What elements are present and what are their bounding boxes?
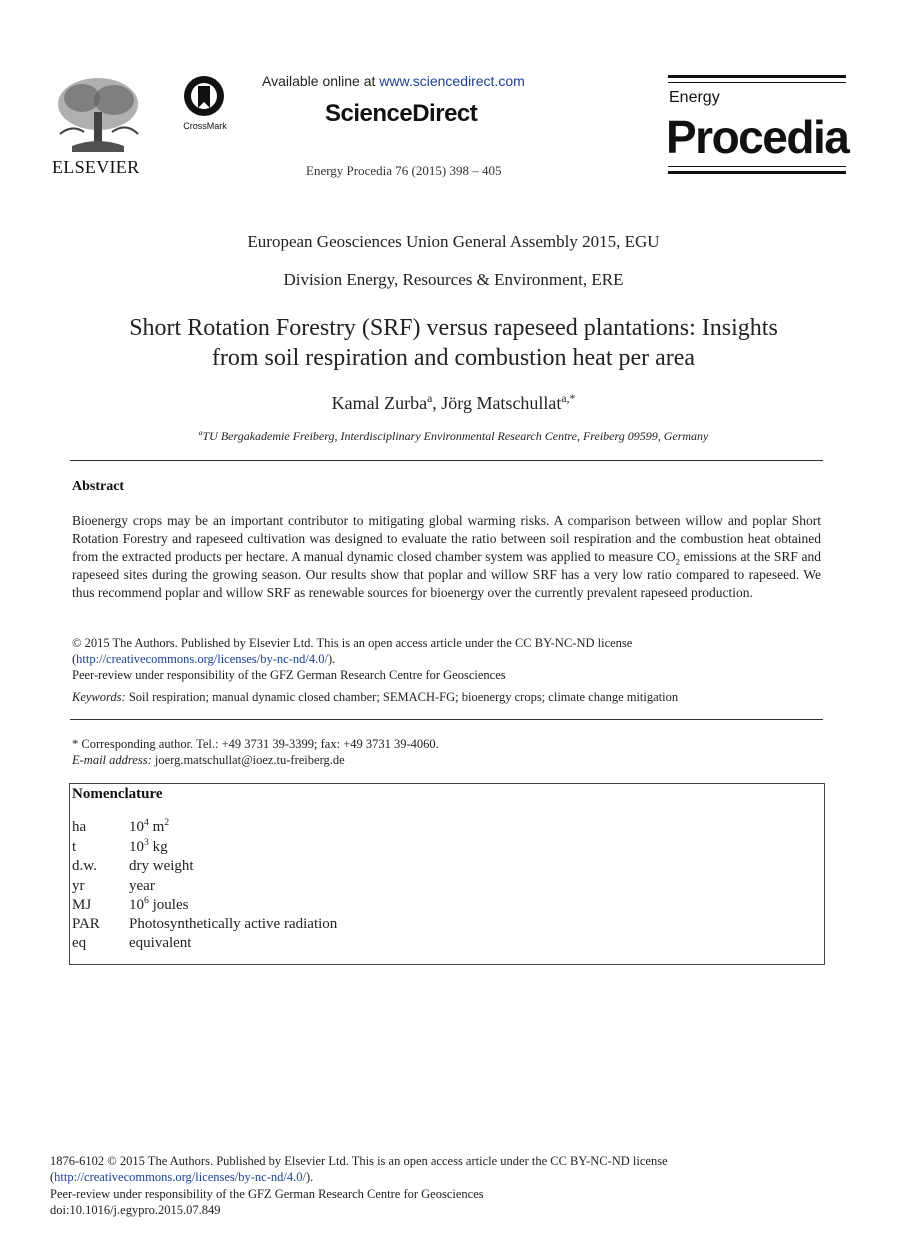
abstract-text-part-1: Bioenergy crops may be an important contributor to mitigating global warming risks. A comparison between willow and poplar Short Rotation Forestry and rapeseed cultivation was designed to evaluate the ratio between soil respiration and the combustion heat obtained from the extracted products per hectare. A manual dynamic closed chamber system was applied to measure CO xyxy=(72,513,821,564)
author-separator: , xyxy=(432,393,442,413)
license-line-1: © 2015 The Authors. Published by Elsevier Ltd. This is an open access article under the CC BY-NC-ND license xyxy=(72,636,633,650)
license-paren-close: ). xyxy=(327,652,336,666)
footer-issn-line: 1876-6102 © 2015 The Authors. Published by Elsevier Ltd. This is an open access article under the CC BY-NC-ND license xyxy=(50,1154,668,1168)
def-rest: m xyxy=(148,819,165,835)
def-base: 10 xyxy=(129,897,144,913)
nomenclature-row xyxy=(72,915,672,934)
keywords-text: Soil respiration; manual dynamic closed chamber; SEMACH-FG; bioenergy crops; climate change mitigation xyxy=(125,690,679,704)
email-label: E-mail address: xyxy=(72,753,152,767)
affiliation xyxy=(0,429,907,444)
def-sup: 3 xyxy=(144,837,149,848)
peer-review-line: Peer-review under responsibility of the GFZ German Research Centre for Geosciences xyxy=(72,668,506,682)
abstract-bottom-rule xyxy=(70,719,823,720)
nomenclature-row xyxy=(72,838,672,857)
nomenclature-term: d.w. xyxy=(72,858,97,874)
elsevier-tree-logo-icon xyxy=(52,74,144,156)
footer-license-link[interactable]: http://creativecommons.org/licenses/by-nc-nd/4.0/ xyxy=(54,1170,306,1184)
def-rest: joules xyxy=(148,897,189,913)
nomenclature-definition: equivalent xyxy=(129,935,192,951)
license-line-2 xyxy=(72,651,335,667)
procedia-energy-label: Energy xyxy=(669,89,720,106)
nomenclature-definition xyxy=(129,818,169,837)
nomenclature-term: yr xyxy=(72,878,85,894)
author-2[interactable]: Jörg Matschullat xyxy=(441,393,562,413)
nomenclature-term: eq xyxy=(72,935,87,951)
procedia-logo: Procedia xyxy=(666,111,849,163)
procedia-rule-bottom-thin xyxy=(668,166,846,167)
procedia-rule-bottom xyxy=(668,171,846,174)
nomenclature-row xyxy=(72,934,672,953)
nomenclature-term: PAR xyxy=(72,916,100,932)
elsevier-wordmark: ELSEVIER xyxy=(52,157,140,177)
crossmark-icon[interactable] xyxy=(178,74,232,134)
nomenclature-definition: year xyxy=(129,878,155,894)
journal-citation: Energy Procedia 76 (2015) 398 – 405 xyxy=(306,163,502,178)
nomenclature-heading: Nomenclature xyxy=(72,786,163,802)
abstract-top-rule xyxy=(70,460,823,461)
affiliation-mark: a xyxy=(198,428,203,437)
abstract-text xyxy=(72,512,821,602)
footer-license-line xyxy=(50,1169,313,1185)
nomenclature-row xyxy=(72,877,672,896)
footer-peer-review: Peer-review under responsibility of the GFZ German Research Centre for Geosciences xyxy=(50,1187,484,1201)
keywords xyxy=(72,689,678,705)
nomenclature-row xyxy=(72,896,672,915)
nomenclature-row xyxy=(72,818,672,837)
conference-line-2: Division Energy, Resources & Environment, ERE xyxy=(283,270,624,289)
paper-title-line-1: Short Rotation Forestry (SRF) versus rapeseed plantations: Insights xyxy=(129,315,778,341)
def-rest: kg xyxy=(148,839,168,855)
conference-line-1: European Geosciences Union General Assembly 2015, EGU xyxy=(247,232,660,251)
def-base: 10 xyxy=(129,839,144,855)
paper-title-line-2: from soil respiration and combustion heat per area xyxy=(211,345,696,371)
crossmark-label: CrossMark xyxy=(183,121,227,131)
nomenclature-row xyxy=(72,857,672,876)
author-1-affil-mark: a xyxy=(427,392,433,405)
email-line xyxy=(72,752,345,768)
def-base: 10 xyxy=(129,819,144,835)
author-2-affil-mark: a,* xyxy=(561,392,576,405)
footer-doi[interactable]: doi:10.1016/j.egypro.2015.07.849 xyxy=(50,1203,221,1217)
license-paren-open: ( xyxy=(72,652,77,666)
paper-title xyxy=(0,313,907,373)
available-online-text xyxy=(262,73,552,89)
available-prefix: Available online at xyxy=(262,73,380,89)
nomenclature-definition: Photosynthetically active radiation xyxy=(129,916,338,932)
footer-paren-open: ( xyxy=(50,1170,55,1184)
nomenclature-definition: dry weight xyxy=(129,858,194,874)
nomenclature-definition xyxy=(129,838,168,857)
email-address[interactable]: joerg.matschullat@ioez.tu-freiberg.de xyxy=(151,753,345,767)
sciencedirect-logo: ScienceDirect xyxy=(325,100,478,127)
abstract-heading: Abstract xyxy=(72,479,125,494)
co2-subscript: 2 xyxy=(675,556,681,567)
def-sup: 6 xyxy=(144,895,149,906)
def-sup-2: 2 xyxy=(164,817,170,828)
license-link[interactable]: http://creativecommons.org/licenses/by-nc-nd/4.0/ xyxy=(76,652,328,666)
nomenclature-definition xyxy=(129,896,188,915)
author-list xyxy=(0,393,907,414)
abstract-text-part-2: emissions at the SRF and rapeseed sites during the growing season. Our results show that poplar and willow SRF has a very low ratio compared to rapeseed. We thus recommend poplar and willow SRF as renewable sources for bioenergy over the currently prevalent rapeseed production. xyxy=(72,549,821,600)
keywords-label: Keywords: xyxy=(72,690,126,704)
nomenclature-term: ha xyxy=(72,819,87,835)
procedia-rule-top-thin xyxy=(668,82,846,83)
corresponding-author: * Corresponding author. Tel.: +49 3731 39-3399; fax: +49 3731 39-4060. xyxy=(72,737,439,751)
nomenclature-term: t xyxy=(72,839,77,855)
footer-paren-close: ). xyxy=(305,1170,314,1184)
author-1[interactable]: Kamal Zurba xyxy=(331,393,428,413)
def-sup: 4 xyxy=(144,817,149,828)
nomenclature-term: MJ xyxy=(72,897,92,913)
affiliation-text: TU Bergakademie Freiberg, Interdisciplinary Environmental Research Centre, Freiberg 09599, Germany xyxy=(202,429,709,443)
sciencedirect-link[interactable]: www.sciencedirect.com xyxy=(379,73,525,89)
procedia-rule-top xyxy=(668,75,846,78)
